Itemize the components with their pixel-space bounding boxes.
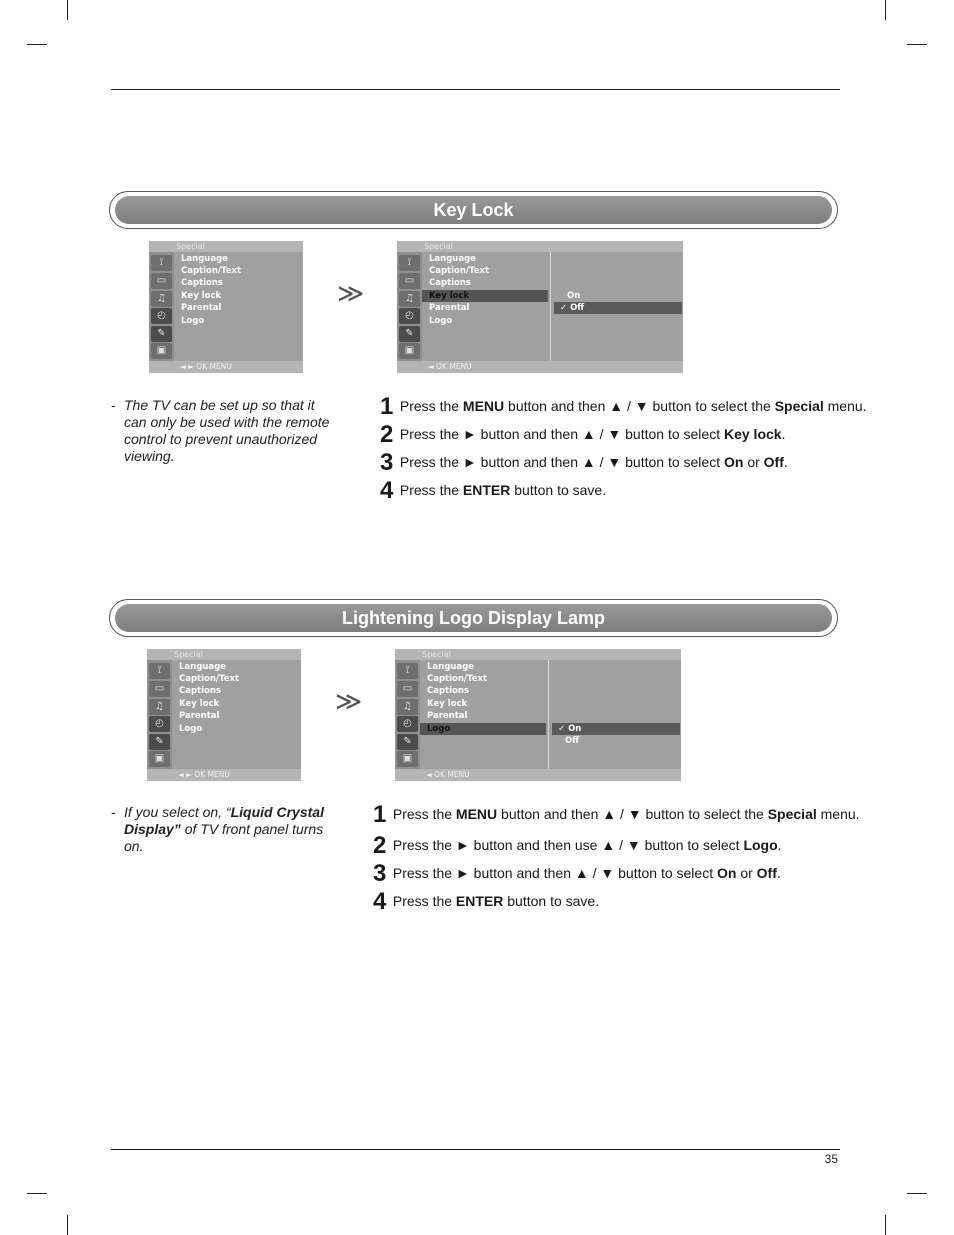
- step-1: [373, 801, 860, 829]
- step-text: Press the ► button and then ▲ / ▼ button to select: [399, 454, 724, 470]
- option-on-checked: ✓ On: [552, 723, 680, 735]
- note-dash: -: [111, 397, 116, 413]
- screen-icon: ▣: [149, 751, 170, 767]
- osd-item-caption-text: Caption/Text: [427, 674, 488, 684]
- step-3: [380, 449, 788, 477]
- osd-submenu: [550, 252, 684, 361]
- osd-icon-column: [149, 252, 174, 361]
- step-text: button to save.: [503, 893, 600, 909]
- step-number: 1: [373, 801, 386, 828]
- sound-icon: ♫: [149, 699, 170, 715]
- osd-item-logo-selected: Logo: [420, 723, 546, 735]
- step-key: Off: [763, 454, 784, 470]
- osd-item-captions: Captions: [429, 278, 471, 288]
- step-text: or: [743, 454, 764, 470]
- step-4: [380, 477, 606, 505]
- step-key: Special: [767, 806, 817, 822]
- step-key: ENTER: [462, 482, 511, 498]
- antenna-icon: ⟟: [151, 255, 172, 271]
- note-emphasis: Liquid Crystal Display”: [124, 804, 324, 837]
- osd-item-language: Language: [429, 254, 476, 264]
- step-text: Press the: [399, 398, 463, 414]
- osd-item-parental: Parental: [429, 303, 470, 313]
- step-key: Special: [774, 398, 824, 414]
- osd-item-key-lock: Key lock: [181, 291, 222, 301]
- picture-icon: ▭: [399, 273, 420, 289]
- antenna-icon: ⟟: [399, 255, 420, 271]
- sound-icon: ♫: [399, 291, 420, 307]
- osd-icon-column: [395, 660, 420, 769]
- osd-menu-before: [149, 241, 303, 373]
- osd-item-key-lock: Key lock: [427, 699, 468, 709]
- special-icon: ✎: [399, 326, 420, 342]
- osd-item-captions: Captions: [181, 278, 223, 288]
- step-number: 4: [380, 477, 393, 504]
- crop-mark: [907, 44, 927, 45]
- step-text: button and then ▲ / ▼ button to select the: [497, 806, 768, 822]
- step-text: or: [736, 865, 757, 881]
- time-icon: ◴: [399, 308, 420, 324]
- section-title: Lightening Logo Display Lamp: [115, 604, 832, 632]
- note-text: [124, 804, 331, 855]
- crop-mark: [907, 1193, 927, 1194]
- screen-icon: ▣: [151, 343, 172, 359]
- osd-item-caption-text: Caption/Text: [179, 674, 240, 684]
- step-text: .: [777, 837, 782, 853]
- sound-icon: ♫: [397, 699, 418, 715]
- step-key: Key lock: [723, 426, 782, 442]
- screen-icon: ▣: [399, 343, 420, 359]
- crop-mark: [885, 1215, 886, 1235]
- osd-item-list: [420, 660, 546, 769]
- step-number: 3: [380, 449, 393, 476]
- osd-item-captions: Captions: [179, 686, 221, 696]
- osd-item-list: [422, 252, 548, 361]
- step-text: Press the: [392, 806, 456, 822]
- step-text: button to save.: [510, 482, 607, 498]
- osd-item-key-lock: Key lock: [179, 699, 220, 709]
- osd-item-list: [174, 252, 302, 361]
- time-icon: ◴: [149, 716, 170, 732]
- osd-bottom-bar: ◄ ► OK MENU: [149, 361, 303, 373]
- note-dash: -: [111, 804, 116, 820]
- osd-icon-column: [147, 660, 172, 769]
- step-key: MENU: [462, 398, 505, 414]
- crop-mark: [27, 44, 47, 45]
- logo-lamp-note: [111, 804, 331, 855]
- osd-item-language: Language: [179, 662, 226, 672]
- step-key: ENTER: [455, 893, 504, 909]
- step-text: Press the ► button and then use ▲ / ▼ button to select: [392, 837, 744, 853]
- step-text: menu.: [816, 806, 860, 822]
- logo-lamp-banner: [109, 599, 838, 637]
- step-number: 2: [380, 421, 393, 448]
- crop-mark: [27, 1193, 47, 1194]
- osd-menu-after: [395, 649, 681, 781]
- step-text: Press the: [392, 893, 456, 909]
- special-icon: ✎: [149, 734, 170, 750]
- step-4: [373, 888, 599, 916]
- step-text: Press the: [399, 482, 463, 498]
- osd-item-list: [172, 660, 300, 769]
- osd-icon-column: [397, 252, 422, 361]
- step-text: .: [776, 865, 781, 881]
- note-part: of TV front panel turns on.: [124, 821, 324, 854]
- step-text: button and then ▲ / ▼ button to select the: [504, 398, 775, 414]
- picture-icon: ▭: [397, 681, 418, 697]
- screen-icon: ▣: [397, 751, 418, 767]
- step-number: 3: [373, 860, 386, 887]
- section-title: Key Lock: [115, 196, 832, 224]
- step-2: [380, 421, 785, 449]
- header-rule: [111, 89, 840, 90]
- key-lock-banner: [109, 191, 838, 229]
- step-key: MENU: [455, 806, 498, 822]
- osd-bottom-bar: ◄ OK MENU: [397, 361, 683, 373]
- osd-bottom-bar: ◄ ► OK MENU: [147, 769, 301, 781]
- step-text: menu.: [823, 398, 867, 414]
- sound-icon: ♫: [151, 291, 172, 307]
- option-off-checked: ✓ Off: [554, 302, 682, 314]
- page-number: 35: [824, 1152, 838, 1166]
- osd-title: Special: [149, 241, 303, 252]
- osd-bottom-bar: ◄ OK MENU: [395, 769, 681, 781]
- osd-item-logo: Logo: [181, 316, 205, 326]
- osd-title: Special: [397, 241, 683, 252]
- osd-item-key-lock-selected: Key lock: [422, 290, 548, 302]
- crop-mark: [885, 0, 886, 20]
- time-icon: ◴: [397, 716, 418, 732]
- antenna-icon: ⟟: [149, 663, 170, 679]
- step-key: Logo: [743, 837, 778, 853]
- step-number: 1: [380, 393, 393, 420]
- step-key: On: [716, 865, 737, 881]
- step-text: .: [783, 454, 788, 470]
- crop-mark: [67, 1215, 68, 1235]
- special-icon: ✎: [397, 734, 418, 750]
- step-text: Press the ► button and then ▲ / ▼ button to select: [392, 865, 717, 881]
- crop-mark: [67, 0, 68, 20]
- osd-item-parental: Parental: [181, 303, 222, 313]
- step-2: [373, 832, 782, 860]
- step-text: .: [781, 426, 786, 442]
- time-icon: ◴: [151, 308, 172, 324]
- note-text: The TV can be set up so that it can only be used with the remote control to prevent unauthorized viewing.: [124, 397, 330, 464]
- step-number: 2: [373, 832, 386, 859]
- osd-item-parental: Parental: [427, 711, 468, 721]
- step-number: 4: [373, 888, 386, 915]
- special-icon: ✎: [151, 326, 172, 342]
- key-lock-note: [111, 397, 341, 465]
- step-key: On: [723, 454, 744, 470]
- antenna-icon: ⟟: [397, 663, 418, 679]
- osd-submenu: [548, 660, 682, 769]
- step-3: [373, 860, 781, 888]
- osd-item-logo: Logo: [179, 724, 203, 734]
- osd-menu-before: [147, 649, 301, 781]
- step-1: [380, 393, 867, 421]
- next-arrow-icon: ≫: [335, 687, 363, 717]
- next-arrow-icon: ≫: [337, 279, 365, 309]
- osd-item-parental: Parental: [179, 711, 220, 721]
- osd-menu-after: [397, 241, 683, 373]
- osd-item-logo: Logo: [429, 316, 453, 326]
- osd-item-language: Language: [181, 254, 228, 264]
- note-part: If you select on, “: [124, 804, 231, 820]
- osd-item-caption-text: Caption/Text: [429, 266, 490, 276]
- picture-icon: ▭: [151, 273, 172, 289]
- option-on: On: [567, 291, 581, 301]
- option-off: Off: [565, 736, 580, 746]
- osd-item-language: Language: [427, 662, 474, 672]
- step-text: Press the ► button and then ▲ / ▼ button to select: [399, 426, 724, 442]
- osd-item-caption-text: Caption/Text: [181, 266, 242, 276]
- osd-title: Special: [395, 649, 681, 660]
- osd-item-captions: Captions: [427, 686, 469, 696]
- step-key: Off: [756, 865, 777, 881]
- footer-rule: [111, 1149, 840, 1150]
- picture-icon: ▭: [149, 681, 170, 697]
- osd-title: Special: [147, 649, 301, 660]
